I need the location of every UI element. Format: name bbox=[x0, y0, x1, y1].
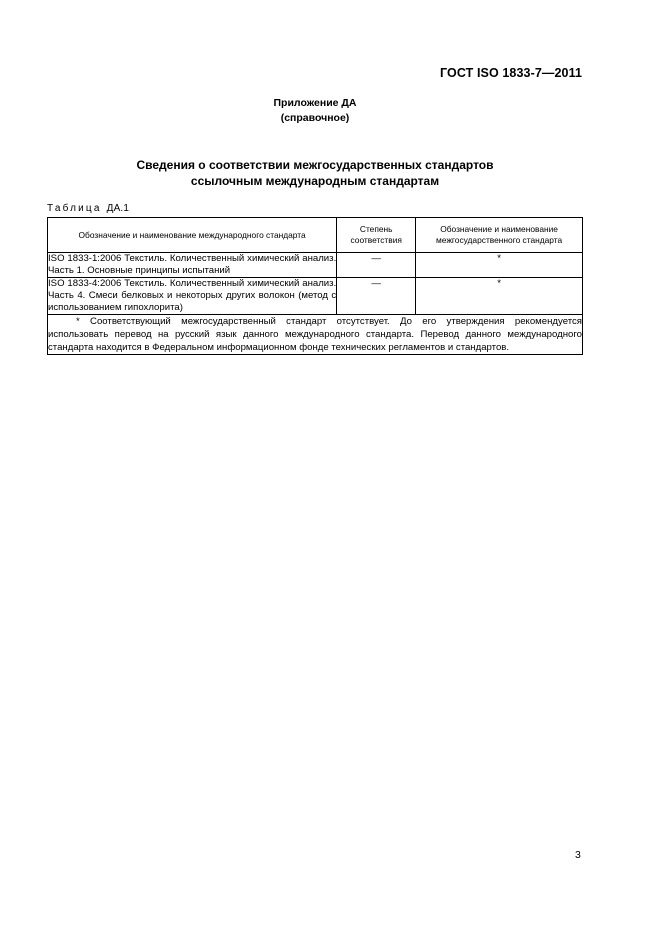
header-degree-of-conformity: Степень соответствия bbox=[337, 218, 416, 253]
cell-international-standard: ISO 1833-4:2006 Текстиль. Количественный химический анализ. Часть 4. Смеси белковых и некоторых других волокон (метод с использованием гипохлорита) bbox=[48, 278, 337, 313]
page-number: 3 bbox=[575, 849, 581, 861]
conformity-table bbox=[47, 217, 583, 355]
table-body bbox=[48, 253, 583, 355]
table-footnote-row bbox=[48, 315, 583, 355]
document-code: ГОСТ ISO 1833-7—2011 bbox=[439, 66, 582, 80]
table-header-row bbox=[48, 218, 583, 253]
cell-degree: — bbox=[337, 278, 416, 315]
table-footnote bbox=[48, 315, 583, 355]
table-row bbox=[48, 278, 583, 315]
table-caption-label: Таблица bbox=[47, 203, 102, 214]
cell-interstate-standard: * bbox=[416, 278, 583, 315]
table-caption-number: ДА.1 bbox=[106, 203, 130, 214]
section-title-line-2: ссылочным международным стандартам bbox=[190, 174, 440, 188]
cell-degree: — bbox=[337, 253, 416, 278]
cell-interstate-standard: * bbox=[416, 253, 583, 278]
header-international-standard: Обозначение и наименование международного стандарта bbox=[48, 218, 337, 253]
table-caption bbox=[47, 203, 129, 214]
appendix-subtitle: (справочное) bbox=[280, 112, 350, 124]
table-row bbox=[48, 253, 583, 278]
table-footnote-text: * Соответствующий межгосударственный стандарт отсутствует. До его утверждения рекомендуется использовать перевод на русский язык данного международного стандарта. Перевод данного международного стандарта находится в Федеральном информационном фонде технических регламентов и стандартов. bbox=[48, 316, 582, 353]
section-title-line-1: Сведения о соответствии межгосударственных стандартов bbox=[136, 158, 494, 172]
cell-international-standard: ISO 1833-1:2006 Текстиль. Количественный химический анализ. Часть 1. Основные принципы испытаний bbox=[48, 253, 337, 276]
table-header bbox=[48, 218, 583, 253]
header-interstate-standard: Обозначение и наименование межгосударственного стандарта bbox=[416, 218, 583, 253]
appendix-heading bbox=[0, 96, 630, 126]
appendix-title: Приложение ДА bbox=[273, 97, 357, 109]
section-title bbox=[0, 157, 630, 189]
